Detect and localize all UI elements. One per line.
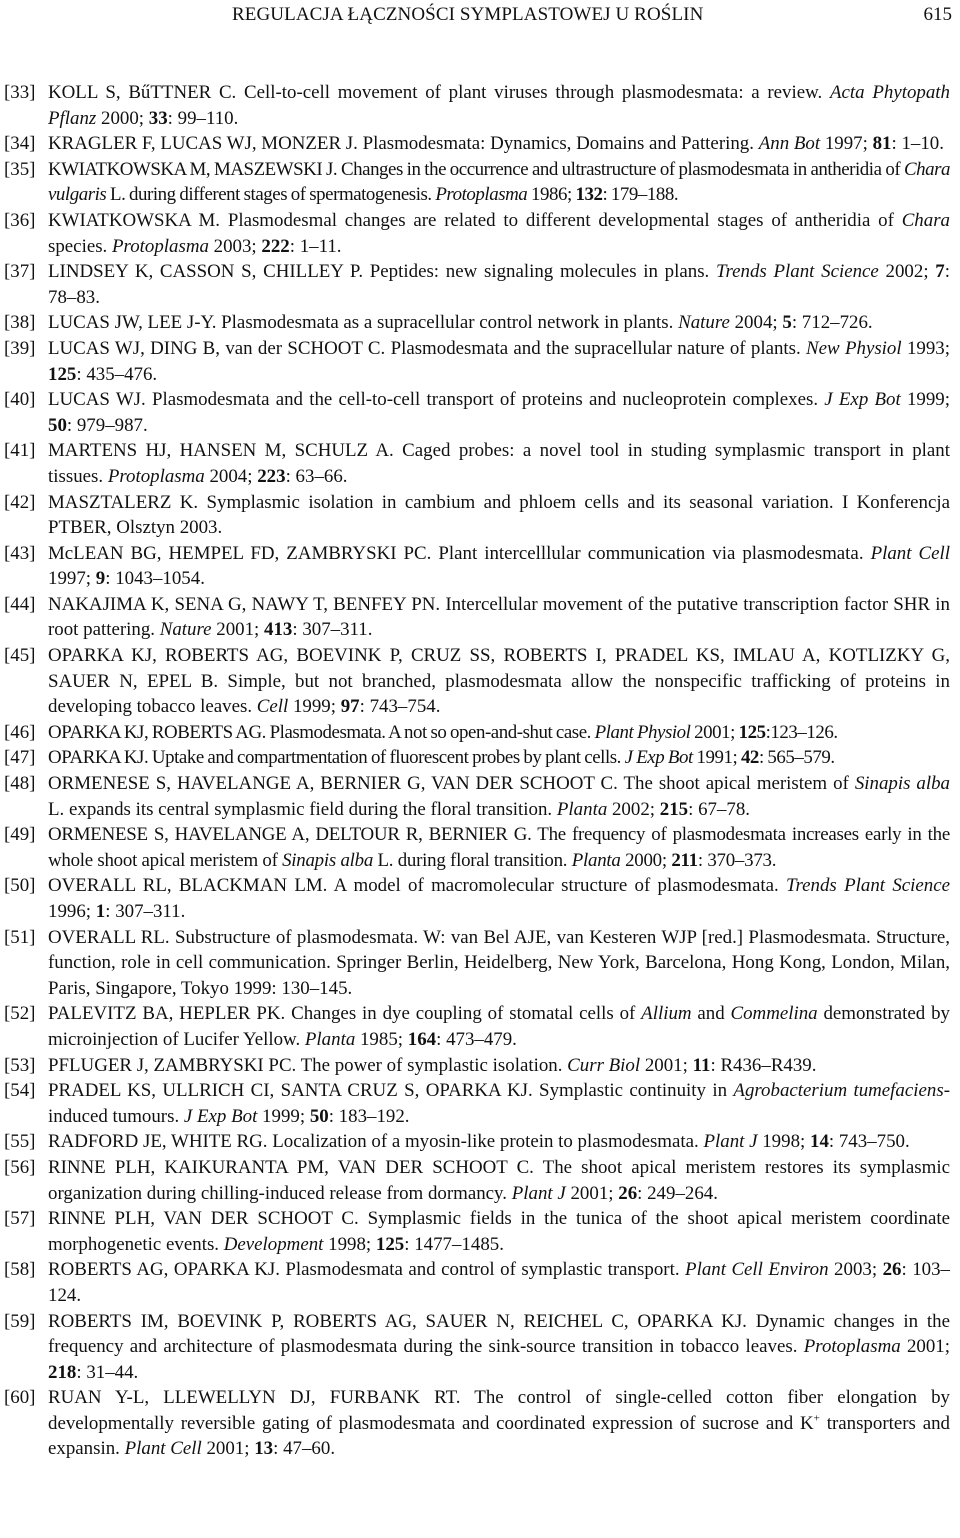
reference-text <box>48 387 950 438</box>
reference-text-run: : 1477–1485. <box>404 1233 504 1255</box>
reference-text-run: 2001; <box>201 1438 255 1460</box>
reference-text-run: ROBERTS AG, OPARKA KJ. Plasmodesmata and control of symplastic transport. <box>48 1259 686 1281</box>
reference-italic-text: Cell <box>256 696 289 718</box>
reference-volume: 211 <box>671 849 698 871</box>
reference-number: [60] <box>4 1387 36 1409</box>
reference-volume: 5 <box>782 312 792 334</box>
reference-entry <box>4 1129 950 1155</box>
reference-italic-text: Trends Plant Science <box>716 261 879 283</box>
reference-italic-text: Acta Phytopath Pflanz <box>48 82 950 129</box>
reference-italic-text: Curr Biol <box>567 1054 641 1076</box>
reference-entry <box>4 1078 950 1129</box>
reference-entry <box>4 541 950 592</box>
reference-volume: 42 <box>740 747 759 769</box>
reference-text-run: 1997; <box>820 133 873 155</box>
reference-text-run: : 183–192. <box>328 1105 410 1127</box>
reference-text-run: 2001; <box>211 619 265 641</box>
reference-italic-text: Protoplasma <box>803 1336 901 1358</box>
reference-text-run: LUCAS WJ. Plasmodesmata and the cell-to-cell transport of proteins and nucleoprotein complexes. <box>48 389 825 411</box>
reference-number: [43] <box>4 542 36 564</box>
reference-text <box>48 1206 950 1257</box>
reference-text <box>48 643 950 720</box>
reference-text <box>48 490 950 541</box>
reference-entry <box>4 131 950 157</box>
reference-text-run: 1999; <box>288 696 341 718</box>
reference-volume: 50 <box>48 414 67 436</box>
reference-text-run: 2001; <box>565 1182 619 1204</box>
reference-text-run: : 1–11. <box>289 235 342 257</box>
reference-italic-text: Plant J <box>511 1182 566 1204</box>
reference-text-run: : 565–579. <box>758 747 835 769</box>
reference-text-run: LUCAS WJ, DING B, van der SCHOOT C. Plasmodesmata and the supracellular nature of plants. <box>48 337 807 359</box>
reference-italic-text: Sinapis alba <box>854 773 951 795</box>
reference-number: [48] <box>4 773 36 795</box>
reference-number: [58] <box>4 1259 36 1281</box>
reference-italic-text: Nature <box>159 619 212 641</box>
reference-text-run: : 67–78. <box>688 798 751 820</box>
reference-text-run: LUCAS JW, LEE J-Y. Plasmodesmata as a supracellular control network in plants. <box>48 312 679 334</box>
reference-volume: 14 <box>810 1131 829 1153</box>
reference-number: [40] <box>4 389 36 411</box>
reference-text-run: : 47–60. <box>273 1438 336 1460</box>
reference-text-run: : 743–754. <box>359 696 441 718</box>
reference-text-run: 1985; <box>355 1028 408 1050</box>
reference-text-run: -induced tumours. <box>48 1080 950 1127</box>
reference-entry <box>4 259 950 310</box>
running-head: REGULACJA ŁĄCZNOŚCI SYMPLASTOWEJ U ROŚLIN <box>232 4 704 25</box>
reference-text-run: transporters and expansin. <box>48 1412 951 1460</box>
reference-entry <box>4 822 950 873</box>
reference-text-run: 1993; <box>901 337 950 359</box>
reference-text <box>48 208 950 259</box>
reference-text <box>48 925 950 1002</box>
reference-number: [56] <box>4 1156 36 1178</box>
reference-text <box>48 1001 950 1052</box>
reference-number: [47] <box>4 747 36 769</box>
reference-text-run: 2000; <box>620 849 672 871</box>
reference-volume: 33 <box>148 107 168 129</box>
reference-text-run: RINNE PLH, VAN DER SCHOOT C. Symplasmic fields in the tunica of the shoot apical meristem coordinate morphogenetic events. <box>48 1208 950 1255</box>
reference-text-run: 2001; <box>640 1054 693 1076</box>
reference-text <box>48 336 950 387</box>
reference-italic-text: Planta <box>571 849 621 871</box>
reference-text-run: 2003; <box>208 235 262 257</box>
reference-text-run: : 712–726. <box>791 312 873 334</box>
reference-volume: 215 <box>659 798 689 820</box>
reference-italic-text: New Physiol <box>806 337 902 359</box>
reference-number: [45] <box>4 645 36 667</box>
reference-number: [39] <box>4 337 36 359</box>
reference-text <box>48 80 950 131</box>
reference-text-run: LINDSEY K, CASSON S, CHILLEY P. Peptides: new signaling molecules in plans. <box>48 261 717 283</box>
reference-text-run: NAKAJIMA K, SENA G, NAWY T, BENFEY PN. Intercellular movement of the putative transcription factor SHR in root pattering. <box>48 593 950 641</box>
reference-text-run: RADFORD JE, WHITE RG. Localization of a myosin-like protein to plasmodesmata. <box>48 1131 704 1153</box>
reference-text-run: : 99–110. <box>167 107 239 129</box>
reference-text-run: MARTENS HJ, HANSEN M, SCHULZ A. Caged probes: a novel tool in studing symplasmic transport in plant tissues. <box>48 440 950 487</box>
reference-text-run: : 307–311. <box>105 901 186 922</box>
reference-entry <box>4 1309 950 1386</box>
reference-italic-text: Plant Cell <box>870 542 950 564</box>
reference-entry <box>4 925 950 1002</box>
reference-italic-text: J Exp Bot <box>183 1105 258 1127</box>
reference-text-run: OVERALL RL, BLACKMAN LM. A model of macromolecular structure of plasmodesmata. <box>48 875 787 897</box>
reference-text <box>48 310 950 336</box>
reference-text-run: : 63–66. <box>285 465 348 487</box>
reference-text-run: KWIATKOWSKA M. Plasmodesmal changes are related to different developmental stages of antheridia of <box>48 209 902 231</box>
reference-volume: 125 <box>738 721 766 743</box>
reference-number: [41] <box>4 440 36 462</box>
reference-text-run: 1999; <box>257 1105 310 1127</box>
reference-text-run: 1998; <box>323 1233 376 1255</box>
reference-entry <box>4 1053 950 1079</box>
reference-italic-text: Agrobacterium tumefaciens <box>733 1080 944 1102</box>
reference-text-run: : 435–476. <box>76 363 158 385</box>
reference-text-run: KWIATKOWSKA M, MASZEWSKI J. Changes in the occurrence and ultrastructure of plasmodesmata in antheridia of <box>48 158 904 180</box>
reference-number: [57] <box>4 1208 36 1230</box>
reference-volume: 218 <box>48 1361 77 1383</box>
reference-text-run: 2001; <box>900 1336 950 1358</box>
reference-number: [35] <box>4 158 36 180</box>
reference-volume: 9 <box>95 568 106 590</box>
reference-text-run: 1997; <box>48 568 96 590</box>
page-number: 615 <box>923 4 952 25</box>
reference-entry <box>4 336 950 387</box>
reference-volume: 13 <box>254 1438 274 1460</box>
reference-text-run: KOLL S, BűTTNER C. Cell-to-cell movement of plant viruses through plasmodesmata: a review. <box>48 82 830 103</box>
reference-italic-text: Ann Bot <box>758 133 821 155</box>
reference-text-run: 1999; <box>900 389 950 411</box>
reference-text-run: : 31–44. <box>76 1361 139 1383</box>
reference-volume: 222 <box>261 235 290 257</box>
reference-text-run: : 249–264. <box>637 1182 718 1204</box>
reference-entry <box>4 592 950 643</box>
reference-number: [33] <box>4 82 36 103</box>
reference-text-run: ORMENESE S, HAVELANGE A, BERNIER G, VAN DER SCHOOT C. The shoot apical meristem of <box>48 773 855 795</box>
reference-text-run: 2001; <box>690 721 739 743</box>
reference-text-run: MASZTALERZ K. Symplasmic isolation in cambium and phloem cells and its seasonal variation. I Konferencja PTBER, Olsztyn 2003. <box>48 491 950 539</box>
reference-text-run: 1996; <box>48 901 96 922</box>
reference-entry <box>4 771 950 822</box>
reference-text-run: :123–126. <box>765 721 838 743</box>
reference-italic-text: Plant Cell <box>124 1438 202 1460</box>
reference-entry <box>4 1155 950 1206</box>
reference-italic-text: Plant Cell Environ <box>685 1259 829 1281</box>
reference-number: [34] <box>4 133 36 155</box>
reference-italic-text: Sinapis alba <box>282 849 374 871</box>
reference-text-run: OVERALL RL. Substructure of plasmodesmata. W: van Bel AJE, van Kesteren WJP [red.] Plasmodesmata. Structure, function, role in cell communication. Springer Berlin, Heidelberg, New York, Barcelona, Hong Kong, London, Milan, Paris, Singapore, Tokyo 1999: 130–145. <box>48 926 950 999</box>
reference-text <box>48 157 950 208</box>
reference-text <box>48 873 950 924</box>
reference-number: [37] <box>4 261 36 283</box>
reference-text <box>48 592 950 643</box>
reference-volume: 26 <box>618 1182 638 1204</box>
reference-text-run: : 370–373. <box>697 849 777 871</box>
reference-volume: 125 <box>375 1233 405 1255</box>
reference-text <box>48 1078 950 1129</box>
page-header <box>0 4 960 30</box>
reference-entry <box>4 1257 950 1308</box>
reference-text <box>48 1309 950 1386</box>
reference-text <box>48 1129 950 1155</box>
reference-volume: 164 <box>407 1028 437 1050</box>
reference-entry <box>4 720 950 746</box>
reference-volume: 26 <box>882 1259 902 1281</box>
reference-text-run: ORMENESE S, HAVELANGE A, DELTOUR R, BERNIER G. The frequency of plasmodesmata increases early in the whole shoot apical meristem of <box>48 824 950 871</box>
reference-number: [51] <box>4 926 36 948</box>
reference-italic-text: J Exp Bot <box>624 747 693 769</box>
reference-text-run: 2004; <box>729 312 783 334</box>
reference-text-run: ROBERTS IM, BOEVINK P, ROBERTS AG, SAUER N, REICHEL C, OPARKA KJ. Dynamic changes in the frequency and architecture of plasmodesmata during the sink-source transition in tobacco leaves. <box>48 1310 950 1358</box>
reference-text-run: 1986; <box>527 184 576 206</box>
reference-volume: 50 <box>309 1105 329 1127</box>
reference-entry <box>4 157 950 208</box>
reference-number: [38] <box>4 312 36 334</box>
reference-text-run: species. <box>48 235 112 257</box>
reference-text-run: demonstrated by microinjection of Lucifer Yellow. <box>48 1003 950 1050</box>
reference-text-run: : 307–311. <box>292 619 373 641</box>
reference-italic-text: Commelina <box>730 1003 818 1025</box>
reference-italic-text: Planta <box>556 798 608 820</box>
reference-number: [54] <box>4 1080 36 1102</box>
reference-text-run: PRADEL KS, ULLRICH CI, SANTA CRUZ S, OPARKA KJ. Symplastic continuity in <box>48 1080 734 1102</box>
reference-text-run: PALEVITZ BA, HEPLER PK. Changes in dye coupling of stomatal cells of <box>48 1003 642 1025</box>
reference-entry <box>4 1385 950 1462</box>
reference-text-run: : 1043–1054. <box>105 568 205 590</box>
reference-text-run: PFLUGER J, ZAMBRYSKI PC. The power of symplastic isolation. <box>48 1054 568 1076</box>
reference-text-run: OPARKA KJ. Uptake and compartmentation of fluorescent probes by plant cells. <box>48 747 625 769</box>
reference-entry <box>4 438 950 489</box>
reference-entry <box>4 208 950 259</box>
reference-italic-text: Trends Plant Science <box>786 875 950 897</box>
reference-text <box>48 771 950 822</box>
reference-text <box>48 1053 950 1079</box>
reference-text-run: RUAN Y-L, LLEWELLYN DJ, FURBANK RT. The control of single-celled cotton fiber elongation by developmentally reversible gating of plasmodesmata and coordinated expression of sucrose and K <box>48 1387 950 1434</box>
reference-number: [53] <box>4 1054 36 1076</box>
reference-entry <box>4 310 950 336</box>
reference-text-run: 2002; <box>878 261 936 283</box>
reference-number: [49] <box>4 824 36 846</box>
reference-text-run: + <box>813 1412 820 1425</box>
reference-text <box>48 720 950 746</box>
reference-number: [59] <box>4 1310 36 1332</box>
reference-italic-text: J Exp Bot <box>824 389 901 411</box>
reference-number: [52] <box>4 1003 36 1025</box>
reference-volume: 125 <box>48 363 77 385</box>
reference-entry <box>4 387 950 438</box>
reference-text-run: OPARKA KJ, ROBERTS AG, BOEVINK P, CRUZ SS, ROBERTS I, PRADEL KS, IMLAU A, KOTLIZKY G, SAUER N, EPEL B. Simple, but not branched, plasmodesmata allow the nonspecific trafficking of proteins in developing tobacco leaves. <box>48 645 950 718</box>
reference-text <box>48 745 950 771</box>
reference-text-run: : 78–83. <box>48 261 950 308</box>
reference-text-run: 2000; <box>96 107 149 129</box>
reference-italic-text: Plant Physiol <box>594 721 691 743</box>
reference-text-run: 2002; <box>607 798 660 820</box>
reference-text-run: L. during different stages of spermatogenesis. <box>106 184 436 206</box>
reference-volume: 11 <box>692 1054 711 1076</box>
reference-italic-text: Chara vulgaris <box>48 158 950 206</box>
reference-text-run: : 473–479. <box>436 1028 517 1050</box>
reference-text-run: 2003; <box>828 1259 883 1281</box>
reference-text-run: and <box>691 1003 731 1025</box>
reference-text-run: 2004; <box>204 465 258 487</box>
reference-italic-text: Development <box>223 1233 324 1255</box>
reference-text <box>48 438 950 489</box>
reference-volume: 81 <box>872 133 892 155</box>
reference-entry <box>4 1001 950 1052</box>
reference-text-run: : 1–10. <box>891 133 944 155</box>
reference-text <box>48 131 950 157</box>
reference-entry <box>4 745 950 771</box>
reference-entry <box>4 643 950 720</box>
reference-volume: 1 <box>95 901 106 922</box>
reference-text-run: : R436–R439. <box>710 1054 817 1076</box>
reference-text-run: 1991; <box>692 747 741 769</box>
reference-text <box>48 822 950 873</box>
reference-italic-text: Chara <box>901 209 950 231</box>
reference-volume: 132 <box>575 184 603 206</box>
reference-italic-text: Protoplasma <box>112 235 209 257</box>
reference-text-run: : 103–124. <box>48 1259 950 1306</box>
reference-number: [44] <box>4 593 36 615</box>
reference-text-run: 1998; <box>757 1131 810 1153</box>
reference-entry <box>4 80 950 131</box>
reference-number: [46] <box>4 721 36 743</box>
reference-number: [36] <box>4 209 36 231</box>
reference-text <box>48 259 950 310</box>
reference-text <box>48 1257 950 1308</box>
reference-volume: 413 <box>264 619 293 641</box>
reference-number: [50] <box>4 875 36 897</box>
reference-number: [55] <box>4 1131 36 1153</box>
reference-italic-text: Protoplasma <box>107 465 205 487</box>
reference-text <box>48 541 950 592</box>
reference-text-run: L. during floral transition. <box>373 849 572 871</box>
reference-entry <box>4 1206 950 1257</box>
reference-text <box>48 1385 950 1462</box>
reference-italic-text: Protoplasma <box>435 184 528 206</box>
reference-text-run: KRAGLER F, LUCAS WJ, MONZER J. Plasmodesmata: Dynamics, Domains and Pattering. <box>48 133 759 155</box>
reference-text-run: : 743–750. <box>828 1131 910 1153</box>
reference-text-run: RINNE PLH, KAIKURANTA PM, VAN DER SCHOOT C. The shoot apical meristem restores its symplasmic organization during chilling-induced release from dormancy. <box>48 1156 950 1204</box>
reference-italic-text: Nature <box>678 312 730 334</box>
reference-volume: 223 <box>257 465 286 487</box>
reference-entry <box>4 873 950 924</box>
reference-text-run: : 979–987. <box>66 414 148 436</box>
reference-text-run: L. expands its central symplasmic field during the floral transition. <box>48 798 557 820</box>
reference-volume: 7 <box>935 261 945 283</box>
reference-entry <box>4 490 950 541</box>
reference-volume: 97 <box>340 696 360 718</box>
reference-text <box>48 1155 950 1206</box>
reference-list <box>4 80 950 1462</box>
reference-text-run: : 179–188. <box>602 184 679 206</box>
reference-italic-text: Planta <box>304 1028 356 1050</box>
reference-italic-text: Plant J <box>703 1131 758 1153</box>
reference-text-run: McLEAN BG, HEMPEL FD, ZAMBRYSKI PC. Plant intercelllular communication via plasmodesmata. <box>48 542 871 564</box>
reference-number: [42] <box>4 491 36 513</box>
reference-text-run: OPARKA KJ, ROBERTS AG. Plasmodesmata. A not so open-and-shut case. <box>48 721 595 743</box>
reference-italic-text: Allium <box>641 1003 692 1025</box>
